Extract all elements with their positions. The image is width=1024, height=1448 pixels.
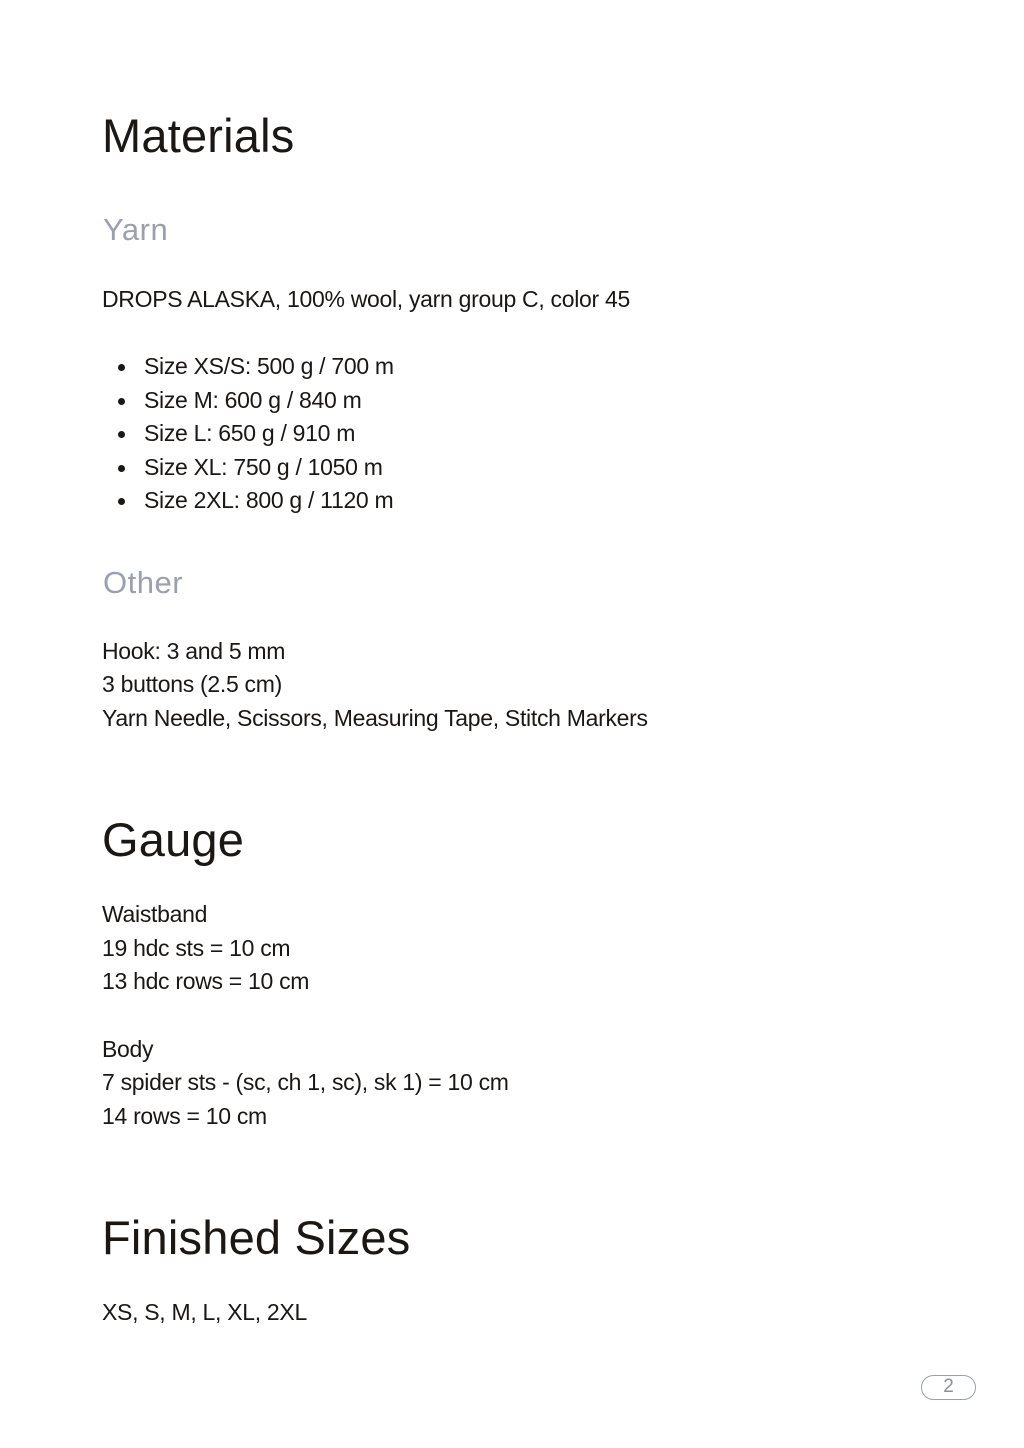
yarn-size-text: Size XL: 750 g / 1050 m <box>144 453 383 480</box>
yarn-size-item <box>102 417 394 451</box>
page-number-badge <box>921 1375 976 1400</box>
yarn-heading: Yarn <box>103 212 169 247</box>
finished-sizes-title: Finished Sizes <box>102 1211 411 1264</box>
yarn-size-item <box>102 350 394 384</box>
page-number: 2 <box>943 1376 954 1397</box>
bullet-icon <box>118 398 125 405</box>
gauge-waistband-line: 19 hdc sts = 10 cm <box>102 935 291 961</box>
gauge-body-label: Body <box>102 1036 154 1062</box>
yarn-size-item <box>102 484 394 518</box>
other-line: Hook: 3 and 5 mm <box>102 638 286 664</box>
bullet-icon <box>118 364 125 371</box>
bullet-icon <box>118 431 125 438</box>
other-line: Yarn Needle, Scissors, Measuring Tape, Stitch Markers <box>102 705 648 731</box>
other-line: 3 buttons (2.5 cm) <box>102 671 282 697</box>
finished-sizes-value: XS, S, M, L, XL, 2XL <box>102 1299 307 1325</box>
gauge-waistband-label: Waistband <box>102 901 208 927</box>
yarn-size-text: Size M: 600 g / 840 m <box>144 386 362 413</box>
materials-title: Materials <box>102 109 295 162</box>
yarn-size-item <box>102 384 394 418</box>
yarn-size-text: Size L: 650 g / 910 m <box>144 420 356 447</box>
yarn-size-text: Size 2XL: 800 g / 1120 m <box>144 487 394 514</box>
yarn-description: DROPS ALASKA, 100% wool, yarn group C, color 45 <box>102 286 630 312</box>
other-heading: Other <box>103 565 184 600</box>
gauge-body-line: 14 rows = 10 cm <box>102 1103 267 1129</box>
yarn-size-list <box>102 350 394 518</box>
gauge-waistband-line: 13 hdc rows = 10 cm <box>102 968 310 994</box>
bullet-icon <box>118 498 125 505</box>
bullet-icon <box>118 465 125 472</box>
gauge-title: Gauge <box>102 813 245 866</box>
yarn-size-item <box>102 451 394 485</box>
yarn-size-text: Size XS/S: 500 g / 700 m <box>144 353 394 379</box>
gauge-body-line: 7 spider sts - (sc, ch 1, sc), sk 1) = 10 cm <box>102 1069 509 1095</box>
